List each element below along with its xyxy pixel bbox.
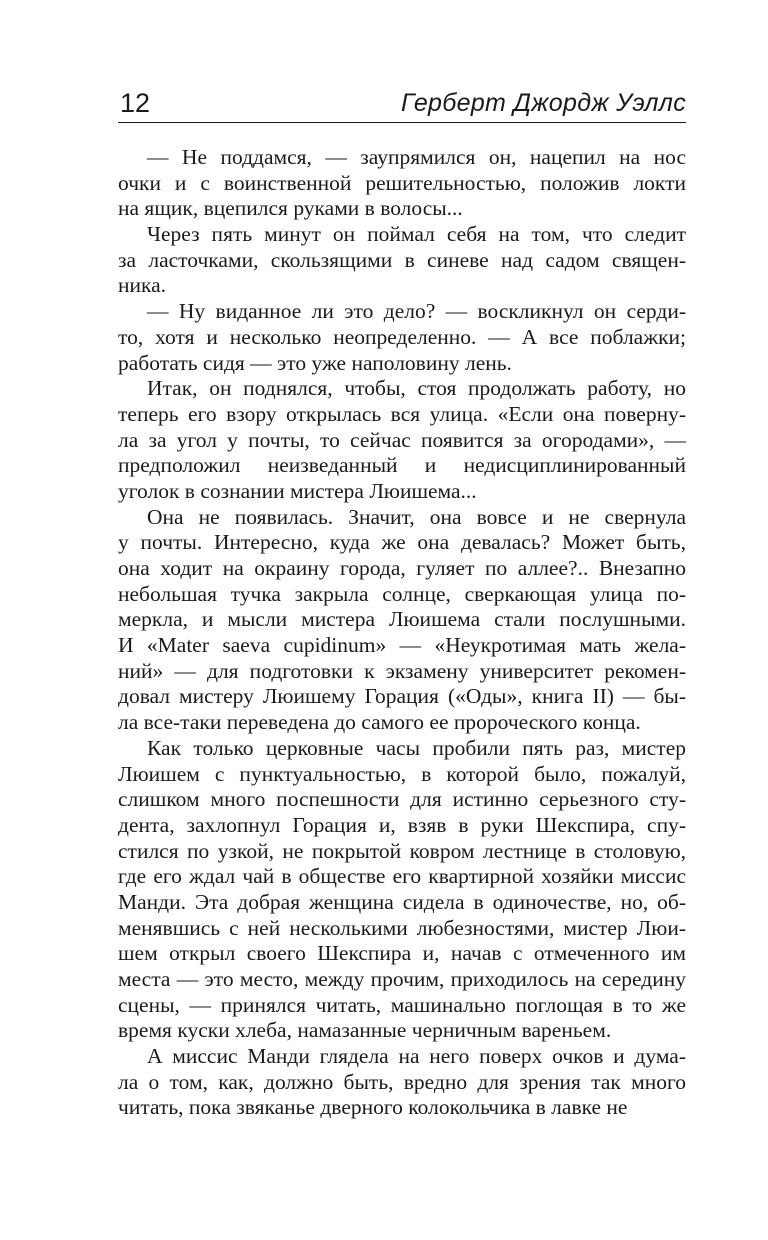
text-line: — Ну виданное ли это дело? — воскликнул он серди- xyxy=(147,299,686,324)
text-line: она ходит на окраину города, гуляет по аллее?.. Внезапно xyxy=(118,556,686,580)
text-line: Она не появилась. Значит, она вовсе и не свернула xyxy=(147,504,686,529)
text-line: Через пять минут он поймал себя на том, что следит xyxy=(147,222,686,247)
text-line: ла все-таки переведена до самого ее пророческого конца. xyxy=(118,710,641,735)
text-line: ника. xyxy=(118,273,167,298)
text-line: ла о том, как, должно быть, вредно для зрения так много xyxy=(118,1069,686,1094)
paragraph xyxy=(118,1044,686,1121)
body-text xyxy=(118,145,686,1121)
text-line: где его ждал чай в обществе его квартирной хозяйки миссис xyxy=(118,864,686,889)
text-line: Люишем с пунктуальностью, в которой было, пожалуй, xyxy=(118,761,686,786)
paragraph xyxy=(118,299,686,376)
text-line: менявшись с ней несколькими любезностями, мистер Люи- xyxy=(118,915,686,940)
text-line: Манди. Эта добрая женщина сидела в одиночестве, но, об- xyxy=(118,889,686,914)
running-header xyxy=(118,86,686,123)
text-line: предположил неизведанный и недисциплинированный xyxy=(118,453,686,478)
text-line: — Не поддамся, — заупрямился он, нацепил на нос xyxy=(147,145,686,169)
text-line: читать, пока звяканье дверного колокольчика в лавке не xyxy=(118,1095,628,1120)
text-line: слишком много поспешности для истинно серьезного сту- xyxy=(118,787,686,812)
text-line: на ящик, вцепился руками в волосы... xyxy=(118,196,463,221)
book-page xyxy=(118,0,686,1240)
text-line: сцены, — принялся читать, машинально поглощая в то же xyxy=(118,992,686,1017)
running-title-author: Герберт Джордж Уэллс xyxy=(401,89,686,117)
paragraph xyxy=(118,222,686,299)
text-line: работать сидя — это уже наполовину лень. xyxy=(118,350,512,375)
paragraph xyxy=(118,145,686,222)
text-line: теперь его взору открылась вся улица. «Если она поверну- xyxy=(118,401,686,426)
text-line: А миссис Манди глядела на него поверх очков и дума- xyxy=(147,1044,686,1069)
text-line: стился по узкой, не покрытой ковром лестнице в столовую, xyxy=(118,838,686,863)
text-line: уголок в сознании мистера Люишема... xyxy=(118,478,477,503)
text-line: за ласточками, скользящими в синеве над садом священ- xyxy=(118,247,686,272)
paragraph xyxy=(118,505,686,736)
paragraph xyxy=(118,376,686,504)
text-line: места — это место, между прочим, приходилось на середину xyxy=(118,967,686,991)
text-line: И «Mater saeva cupidinum» — «Неукротимая мать жела- xyxy=(118,633,686,658)
text-line: время куски хлеба, намазанные черничным вареньем. xyxy=(118,1018,612,1043)
text-line: дента, захлопнул Горация и, взяв в руки Шекспира, спу- xyxy=(118,812,686,837)
text-line: очки и с воинственной решительностью, положив локти xyxy=(118,170,686,195)
text-line: ла за угол у почты, то сейчас появится за огородами», — xyxy=(118,427,686,452)
text-line: меркла, и мысли мистера Люишема стали послушными. xyxy=(118,607,686,632)
page-number: 12 xyxy=(120,88,151,118)
text-line: небольшая тучка закрыла солнце, сверкающая улица по- xyxy=(118,581,686,606)
paragraph xyxy=(118,736,686,1044)
text-line: у почты. Интересно, куда же она девалась? Может быть, xyxy=(118,530,686,555)
text-line: то, хотя и несколько неопределенно. — А все поблажки; xyxy=(118,324,686,349)
text-line: Как только церковные часы пробили пять раз, мистер xyxy=(147,735,686,760)
text-line: Итак, он поднялся, чтобы, стоя продолжать работу, но xyxy=(147,376,686,401)
text-line: шем открыл своего Шекспира и, начав с отмеченного им xyxy=(118,941,686,966)
text-line: ний» — для подготовки к экзамену университет рекомен- xyxy=(118,658,686,683)
text-line: довал мистеру Люишему Горация («Оды», книга II) — бы- xyxy=(118,684,686,709)
